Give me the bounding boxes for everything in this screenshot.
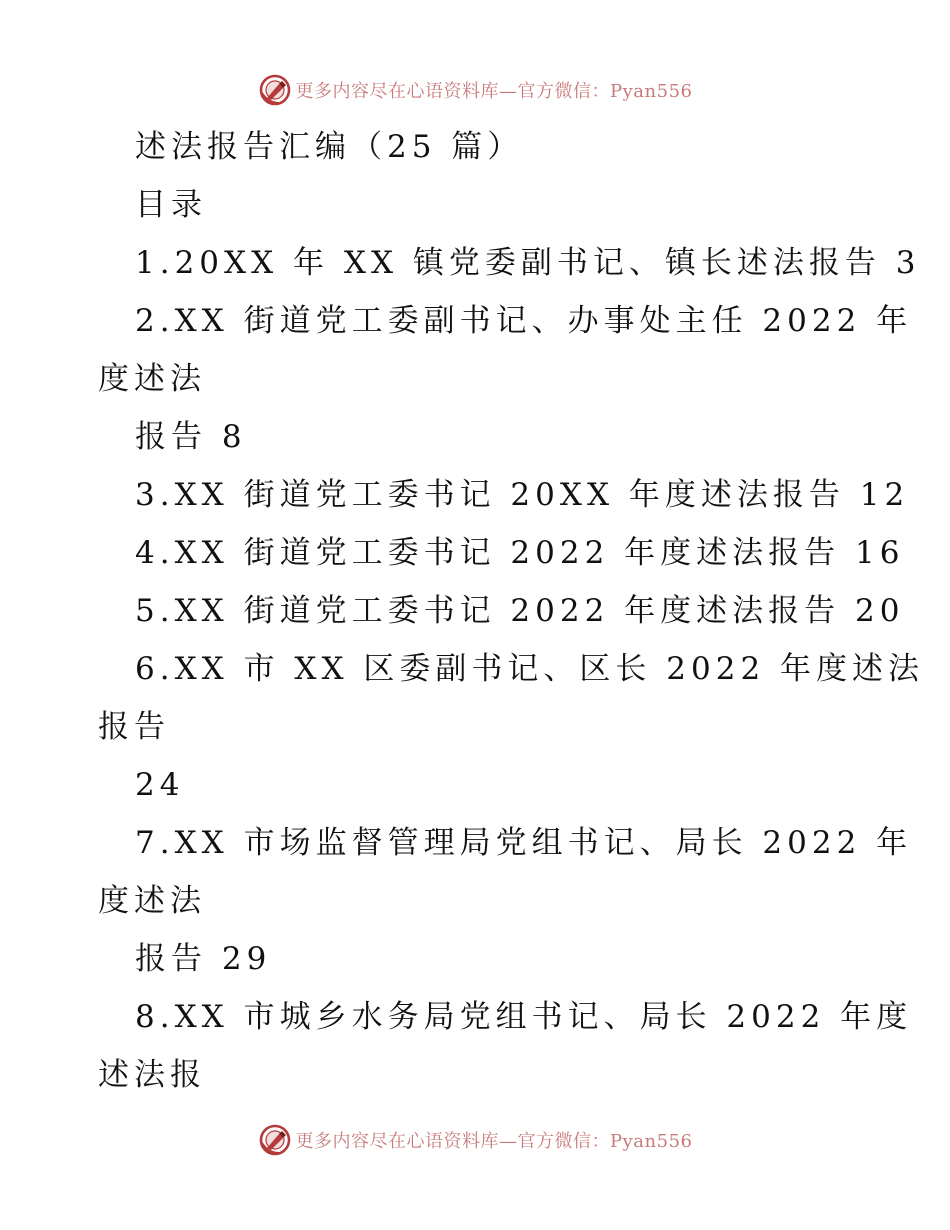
toc-entry-2-page: 报告 8 (135, 419, 247, 455)
toc-entry-2: 2.XX 街道党工委副书记、办事处主任 2022 年 (135, 303, 913, 339)
pen-logo-icon (258, 1123, 292, 1157)
footer-banner-inner (258, 1123, 693, 1157)
toc-entry-3: 3.XX 街道党工委书记 20XX 年度述法报告 12 (135, 477, 910, 513)
toc-entry-6-cont: 报告 (98, 709, 170, 745)
toc-heading: 目录 (135, 187, 207, 223)
toc-entry-6-page: 24 (135, 767, 185, 803)
toc-entry-1: 1.20XX 年 XX 镇党委副书记、镇长述法报告 3 (135, 245, 921, 281)
footer-banner (0, 1122, 950, 1158)
toc-entry-7: 7.XX 市场监督管理局党组书记、局长 2022 年 (135, 825, 913, 861)
pen-logo-icon (258, 73, 292, 107)
document-title: 述法报告汇编（25 篇） (135, 129, 524, 165)
toc-entry-4: 4.XX 街道党工委书记 2022 年度述法报告 16 (135, 535, 905, 571)
header-banner-inner (258, 73, 693, 107)
document-body (98, 118, 925, 1104)
footer-banner-text: 更多内容尽在心语资料库—官方微信：Pyan556 (295, 1131, 693, 1152)
toc-entry-7-cont: 度述法 (98, 883, 206, 919)
toc-entry-8-cont: 述法报 (98, 1057, 206, 1093)
header-banner (0, 72, 950, 108)
toc-entry-8: 8.XX 市城乡水务局党组书记、局长 2022 年度 (135, 999, 913, 1035)
toc-entry-7-page: 报告 29 (135, 941, 272, 977)
toc-entry-2-cont: 度述法 (98, 361, 206, 397)
header-banner-text: 更多内容尽在心语资料库—官方微信：Pyan556 (295, 81, 693, 102)
toc-entry-5: 5.XX 街道党工委书记 2022 年度述法报告 20 (135, 593, 905, 629)
toc-entry-6: 6.XX 市 XX 区委副书记、区长 2022 年度述法 (135, 651, 925, 687)
